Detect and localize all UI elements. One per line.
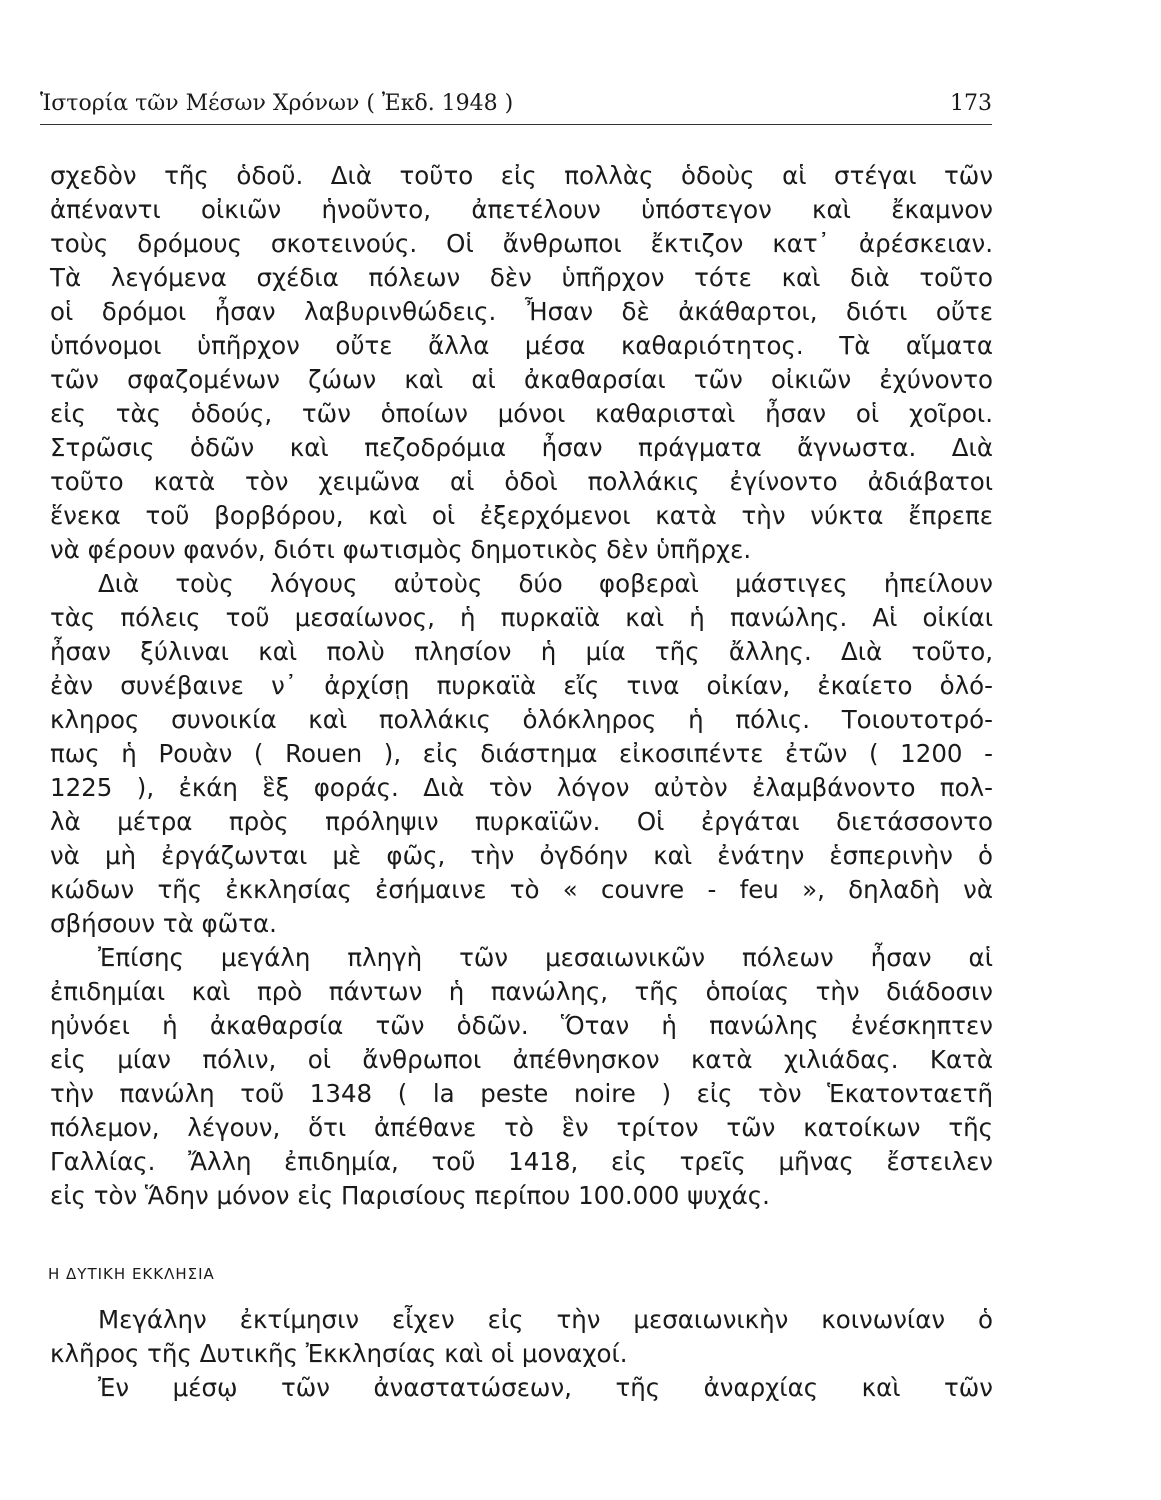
text-line: λὰ μέτρα πρὸς πρόληψιν πυρκαϊῶν. Οἱ ἐργάται διετάσσοντο — [50, 807, 993, 836]
text-line: ηὐνόει ἡ ἀκαθαρσία τῶν ὁδῶν. Ὅταν ἡ πανώλης ἐνέσκηπτεν — [50, 1011, 993, 1040]
running-title: Ἱστορία τῶν Μέσων Χρόνων ( Ἐκδ. 1948 ) — [40, 91, 514, 116]
text-line: Στρῶσις ὁδῶν καὶ πεζοδρόμια ἦσαν πράγματα ἄγνωστα. Διὰ — [50, 433, 993, 462]
text-line: Ἐν μέσῳ τῶν ἀναστατώσεων, τῆς ἀναρχίας καὶ τῶν — [98, 1373, 993, 1402]
text-line: τὴν πανώλη τοῦ 1348 ( la peste noire ) εἰς τὸν Ἑκατονταετῆ — [50, 1079, 993, 1108]
text-line: Ἐπίσης μεγάλη πληγὴ τῶν μεσαιωνικῶν πόλεων ἦσαν αἱ — [98, 943, 993, 972]
text-line: εἰς μίαν πόλιν, οἱ ἄνθρωποι ἀπέθνησκον κατὰ χιλιάδας. Κατὰ — [50, 1045, 993, 1074]
text-line: σχεδὸν τῆς ὁδοῦ. Διὰ τοῦτο εἰς πολλὰς ὁδοὺς αἱ στέγαι τῶν — [50, 161, 993, 190]
text-line: τὰς πόλεις τοῦ μεσαίωνος, ἡ πυρκαϊὰ καὶ ἡ πανώλης. Αἱ οἰκίαι — [50, 603, 993, 632]
text-line: πως ἡ Ρουὰν ( Rouen ), εἰς διάστημα εἰκοσιπέντε ἐτῶν ( 1200 - — [50, 739, 993, 768]
text-line: Μεγάλην ἐκτίμησιν εἶχεν εἰς τὴν μεσαιωνικὴν κοινωνίαν ὁ — [98, 1305, 993, 1334]
text-line: πόλεμον, λέγουν, ὅτι ἀπέθανε τὸ ἓν τρίτον τῶν κατοίκων τῆς — [50, 1113, 993, 1142]
text-line: εἰς τὸν Ἅδην μόνον εἰς Παρισίους περίπου 100.000 ψυχάς. — [50, 1181, 770, 1210]
page-header — [40, 84, 992, 125]
text-line: τοὺς δρόμους σκοτεινούς. Οἱ ἄνθρωποι ἔκτιζον κατ᾽ ἀρέσκειαν. — [50, 229, 993, 258]
text-line: κλῆρος τῆς Δυτικῆς Ἐκκλησίας καὶ οἱ μοναχοί. — [50, 1339, 628, 1368]
text-line: Γαλλίας. Ἄλλη ἐπιδημία, τοῦ 1418, εἰς τρεῖς μῆνας ἔστειλεν — [50, 1147, 993, 1176]
text-line: ἦσαν ξύλιναι καὶ πολὺ πλησίον ἡ μία τῆς ἄλλης. Διὰ τοῦτο, — [50, 637, 993, 666]
text-line: νὰ φέρουν φανόν, διότι φωτισμὸς δημοτικὸς δὲν ὑπῆρχε. — [50, 535, 752, 564]
text-line: εἰς τὰς ὁδούς, τῶν ὁποίων μόνοι καθαρισταὶ ἦσαν οἱ χοῖροι. — [50, 399, 993, 428]
section-heading: Η ΔΥΤΙΚΗ ΕΚΚΛΗΣΙΑ — [48, 1265, 215, 1283]
text-line: κληρος συνοικία καὶ πολλάκις ὁλόκληρος ἡ πόλις. Τοιουτοτρό- — [50, 705, 993, 734]
text-line: ἐὰν συνέβαινε ν᾽ ἀρχίσῃ πυρκαϊὰ εἴς τινα οἰκίαν, ἐκαίετο ὁλό- — [50, 671, 993, 700]
text-line: 1225 ), ἐκάη ἓξ φοράς. Διὰ τὸν λόγον αὐτὸν ἐλαμβάνοντο πολ- — [50, 773, 993, 802]
text-line: σβήσουν τὰ φῶτα. — [50, 909, 277, 938]
text-line: ἐπιδημίαι καὶ πρὸ πάντων ἡ πανώλης, τῆς ὁποίας τὴν διάδοσιν — [50, 977, 993, 1006]
page-number: 173 — [950, 91, 992, 116]
text-line: ἕνεκα τοῦ βορβόρου, καὶ οἱ ἐξερχόμενοι κατὰ τὴν νύκτα ἔπρεπε — [50, 501, 993, 530]
text-line: νὰ μὴ ἐργάζωνται μὲ φῶς, τὴν ὀγδόην καὶ ἐνάτην ἑσπερινὴν ὁ — [50, 841, 993, 870]
text-line: τῶν σφαζομένων ζώων καὶ αἱ ἀκαθαρσίαι τῶν οἰκιῶν ἐχύνοντο — [50, 365, 993, 394]
text-line: ὑπόνομοι ὑπῆρχον οὔτε ἄλλα μέσα καθαριότητος. Τὰ αἵματα — [50, 331, 993, 360]
text-line: ἀπέναντι οἰκιῶν ἡνοῦντο, ἀπετέλουν ὑπόστεγον καὶ ἔκαμνον — [50, 195, 993, 224]
text-line: οἱ δρόμοι ἦσαν λαβυρινθώδεις. Ἦσαν δὲ ἀκάθαρτοι, διότι οὔτε — [50, 297, 993, 326]
text-line: κώδων τῆς ἐκκλησίας ἐσήμαινε τὸ « couvre - feu », δηλαδὴ νὰ — [50, 875, 993, 904]
text-line: τοῦτο κατὰ τὸν χειμῶνα αἱ ὁδοὶ πολλάκις ἐγίνοντο ἀδιάβατοι — [50, 467, 993, 496]
text-line: Τὰ λεγόμενα σχέδια πόλεων δὲν ὑπῆρχον τότε καὶ διὰ τοῦτο — [50, 263, 993, 292]
text-line: Διὰ τοὺς λόγους αὐτοὺς δύο φοβεραὶ μάστιγες ἠπείλουν — [98, 569, 993, 598]
